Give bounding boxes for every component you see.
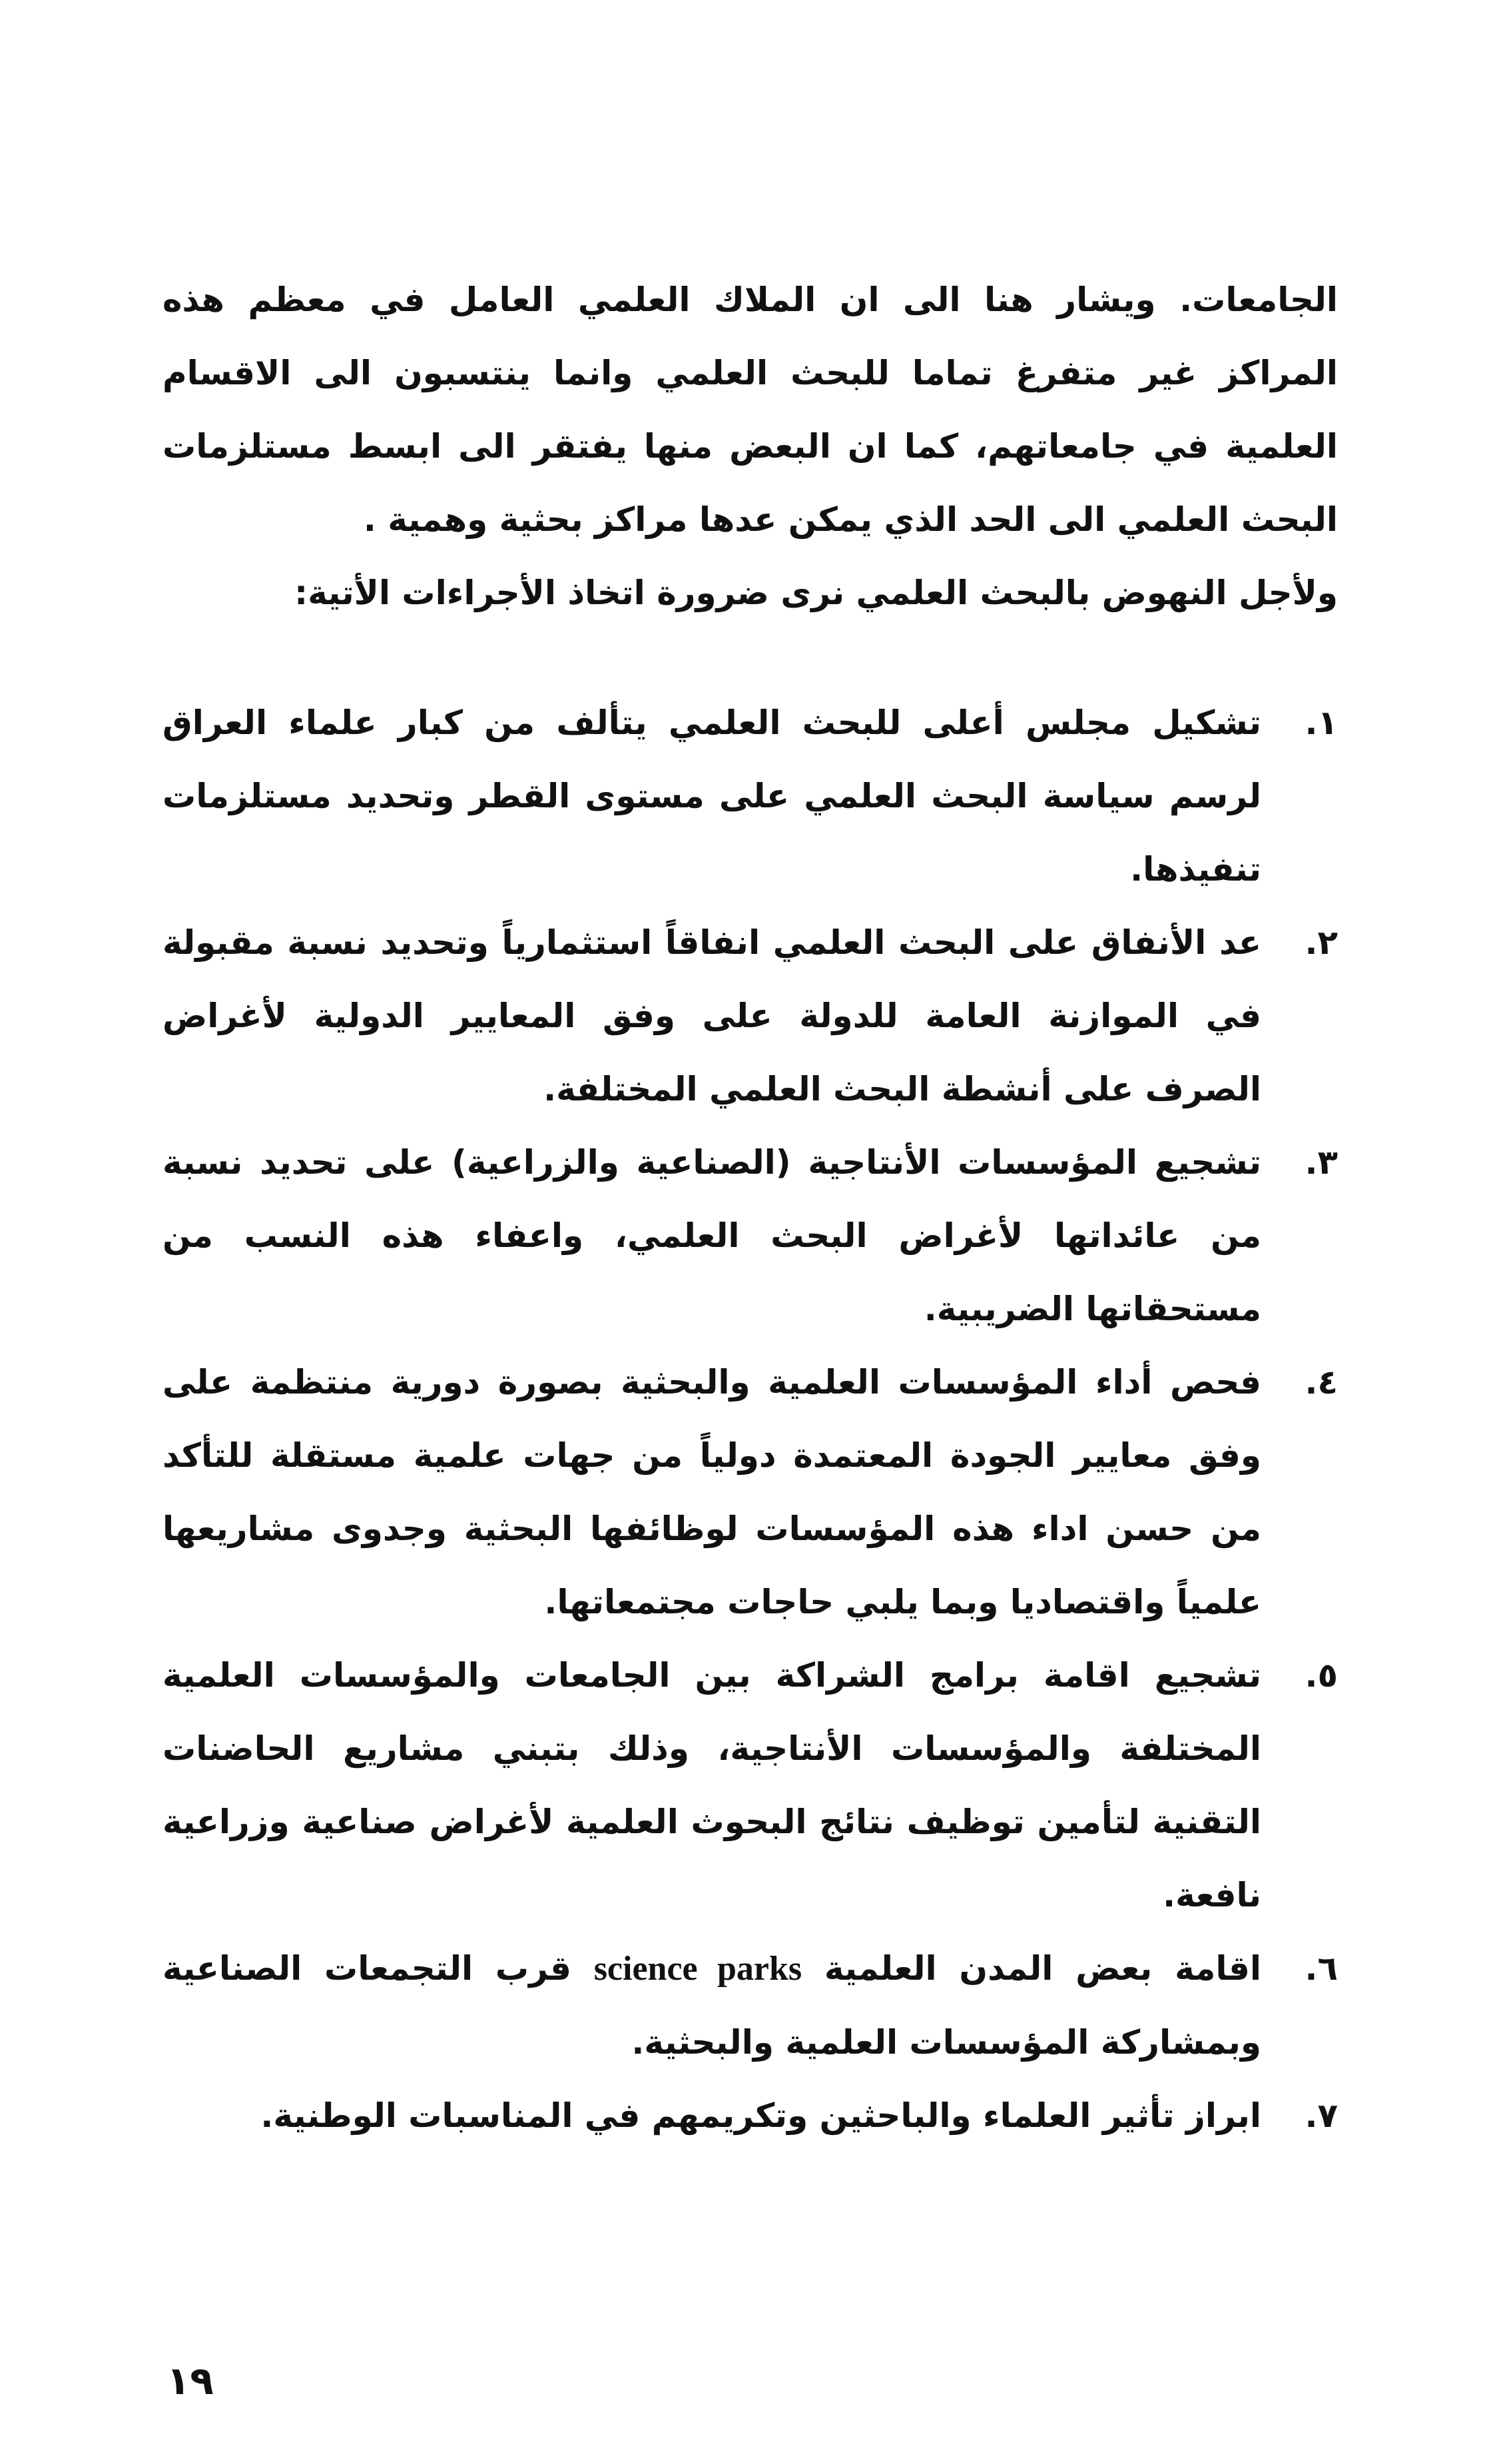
measures-list — [162, 686, 1338, 2152]
list-item-number: ٣. — [1305, 1143, 1338, 1182]
list-item-number: ١. — [1305, 703, 1338, 742]
list-item-number: ٢. — [1305, 923, 1338, 962]
list-item-text: فحص أداء المؤسسات العلمية والبحثية بصورة دورية منتظمة على وفق معايير الجودة المعتمدة دولياً من جهات علمية مستقلة للتأكد من حسن اداء هذه المؤسسات لوظائفها البحثية وجدوى مشاريعها علمياً واقتصاديا وبما يلبي حاجات مجتمعاتها. — [162, 1363, 1261, 1621]
list-item-text: عد الأنفاق على البحث العلمي انفاقاً استثمارياً وتحديد نسبة مقبولة في الموازنة العامة للدولة على وفق المعايير الدولية لأغراض الصرف على أنشطة البحث العلمي المختلفة. — [162, 923, 1261, 1108]
intro-paragraph: الجامعات. ويشار هنا الى ان الملاك العلمي العامل في معظم هذه المراكز غير متفرغ تماما للبحث العلمي وانما ينتسبون الى الاقسام العلمية في جامعاتهم، كما ان البعض منها يفتقر الى ابسط مستلزمات البحث العلمي الى الحد الذي يمكن عدها مراكز بحثية وهمية . — [162, 280, 1338, 539]
page-body — [162, 263, 1338, 2152]
list-item — [162, 2079, 1338, 2152]
list-item-number: ٥. — [1305, 1656, 1338, 1695]
page-number: ١٩ — [166, 2358, 214, 2403]
list-item — [162, 1346, 1338, 1639]
list-item-text: تشجيع اقامة برامج الشراكة بين الجامعات والمؤسسات العلمية المختلفة والمؤسسات الأنتاجية، وذلك بتبني مشاريع الحاضنات التقنية لتأمين توظيف نتائج البحوث العلمية لأغراض صناعية وزراعية نافعة. — [162, 1656, 1261, 1914]
list-item-number: ٤. — [1305, 1363, 1338, 1402]
list-item-number: ٦. — [1305, 1949, 1338, 1988]
list-item-text: تشجيع المؤسسات الأنتاجية (الصناعية والزراعية) على تحديد نسبة من عائداتها لأغراض البحث العلمي، واعفاء هذه النسب من مستحقاتها الضريبية. — [162, 1143, 1261, 1328]
list-item-text: ابراز تأثير العلماء والباحثين وتكريمهم في المناسبات الوطنية. — [260, 2096, 1261, 2135]
list-item — [162, 906, 1338, 1126]
list-item-text-science-parks — [162, 1932, 1261, 2079]
science-parks-text-before: اقامة بعض المدن العلمية — [824, 1949, 1261, 1988]
science-parks-text-after: قرب التجمعات الصناعية وبمشاركة المؤسسات العلمية والبحثية. — [162, 1949, 1261, 2062]
list-item — [162, 1932, 1338, 2079]
list-item-text: تشكيل مجلس أعلى للبحث العلمي يتألف من كبار علماء العراق لرسم سياسة البحث العلمي على مستوى القطر وتحديد مستلزمات تنفيذها. — [162, 703, 1261, 889]
list-item — [162, 686, 1338, 906]
intro-lead-sentence: ولأجل النهوض بالبحث العلمي نرى ضرورة اتخاذ الأجراءات الأتية: — [294, 574, 1338, 612]
list-item — [162, 1126, 1338, 1346]
science-parks-term: science parks — [593, 1950, 802, 1988]
list-item — [162, 1639, 1338, 1932]
list-item-number: ٧. — [1305, 2096, 1338, 2135]
